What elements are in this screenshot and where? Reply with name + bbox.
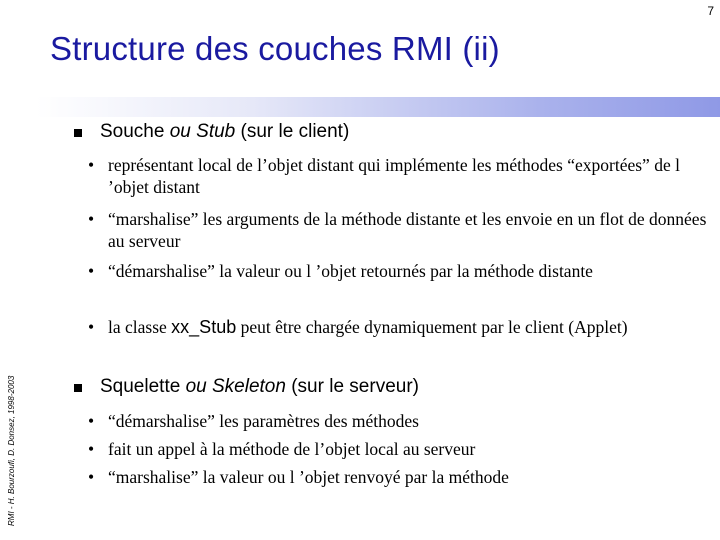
bullet-dot-icon: • (88, 155, 95, 175)
heading-text: Squelette (100, 376, 181, 397)
bullet-item (88, 466, 708, 488)
heading-text: (sur le client) (235, 121, 350, 142)
bullet-dot-icon: • (88, 467, 95, 487)
side-credit: RMI - H. Bourzoufi, D. Donsez, 1998-2003 (7, 375, 16, 526)
slide-title: Structure des couches RMI (ii) (50, 30, 500, 67)
bullet-text: fait un appel à la méthode de l’objet local au serveur (108, 439, 476, 459)
bullet-dot-icon: • (88, 439, 95, 459)
square-bullet-icon (74, 384, 82, 392)
bullet-text: “démarshalise” les paramètres des méthodes (108, 411, 419, 431)
bullet-item (88, 316, 708, 338)
square-bullet-icon (74, 129, 82, 137)
bullet-dot-icon: • (88, 261, 95, 281)
heading-text: Souche (100, 121, 165, 142)
bullet-item (88, 438, 708, 460)
bullet-text: peut être chargée dynamiquement par le client (Applet) (236, 317, 628, 337)
page-number: 7 (707, 4, 714, 18)
bullet-dot-icon: • (88, 411, 95, 431)
heading-text: Skeleton (212, 376, 286, 397)
class-name-code: xx_Stub (171, 317, 237, 337)
bullet-text: “marshalise” la valeur ou l ’objet renvoyé par la méthode (108, 467, 509, 487)
bullet-item (88, 154, 708, 198)
bullet-dot-icon: • (88, 317, 95, 337)
heading-text: Stub (196, 121, 236, 142)
bullet-item (88, 260, 708, 282)
bullet-item (88, 410, 708, 432)
bullet-text: représentant local de l’objet distant qui implémente les méthodes “exportées” de l ’objet distant (108, 155, 680, 197)
bullet-text: la classe (108, 317, 172, 337)
bullet-text: “démarshalise” la valeur ou l ’objet retournés par la méthode distante (108, 261, 593, 281)
bullet-dot-icon: • (88, 209, 95, 229)
section-heading-skeleton (100, 376, 419, 398)
section-heading-stub (100, 121, 349, 143)
heading-text: ou (164, 121, 197, 142)
heading-text: (sur le serveur) (285, 376, 419, 397)
title-gradient-bar (0, 97, 720, 117)
heading-text: ou (180, 376, 212, 397)
bullet-item (88, 208, 708, 252)
bullet-text: “marshalise” les arguments de la méthode distante et les envoie en un flot de données au serveur (108, 209, 707, 251)
